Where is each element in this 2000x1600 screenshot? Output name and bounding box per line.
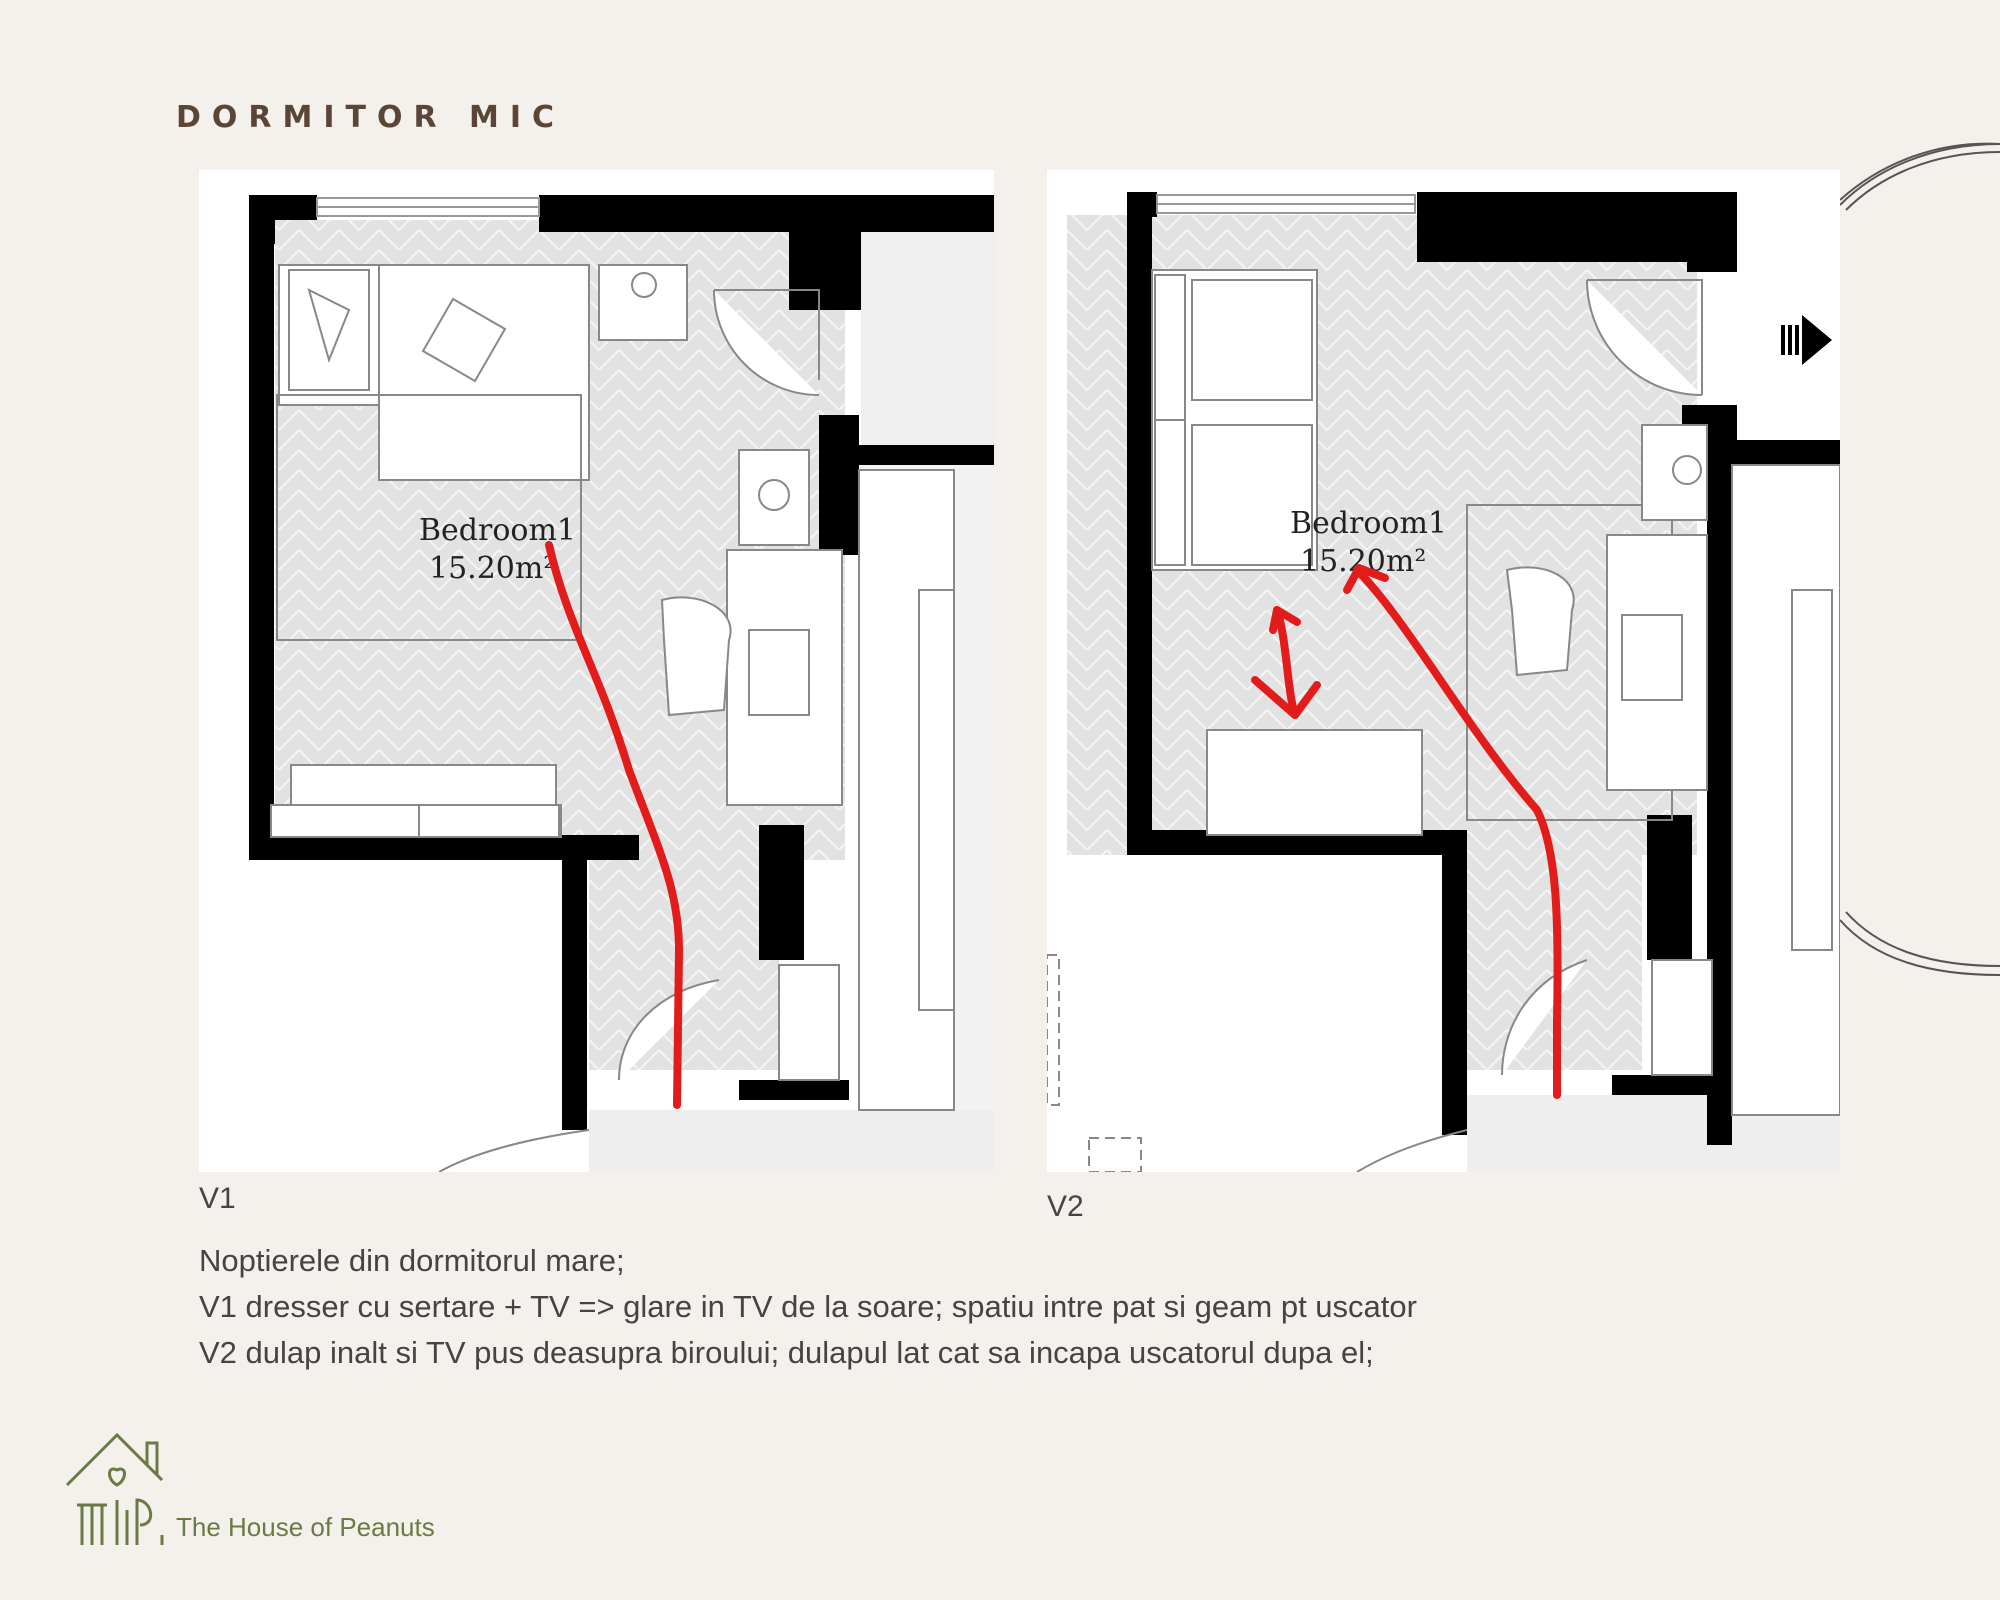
variant-label-v2: V2 (1047, 1190, 1084, 1223)
floor-plan-v2 (1047, 170, 1840, 1172)
note-line: V1 dresser cu sertare + TV => glare in TV de la soare; spatiu intre pat si geam pt uscator (199, 1289, 1417, 1324)
room-area-v2: 15.20m² (1300, 544, 1427, 579)
floor-plan-v1 (199, 170, 994, 1172)
note-line: V2 dulap inalt si TV pus deasupra biroului; dulapul lat cat sa incapa uscatorul dupa el; (199, 1335, 1374, 1370)
tall-wardrobe (1207, 730, 1422, 835)
note-line: Noptierele din dormitorul mare; (199, 1243, 625, 1278)
brand-name: The House of Peanuts (176, 1512, 435, 1542)
house-logo-icon (62, 1425, 172, 1545)
notes (199, 1238, 1417, 1376)
page-title: DORMITOR MIC (176, 100, 566, 135)
variant-label-v1: V1 (199, 1182, 236, 1215)
room-area-v1: 15.20m² (429, 551, 556, 586)
room-name-v1: Bedroom1 (419, 513, 577, 548)
room-name-v2: Bedroom1 (1290, 506, 1448, 541)
dresser (271, 765, 561, 837)
